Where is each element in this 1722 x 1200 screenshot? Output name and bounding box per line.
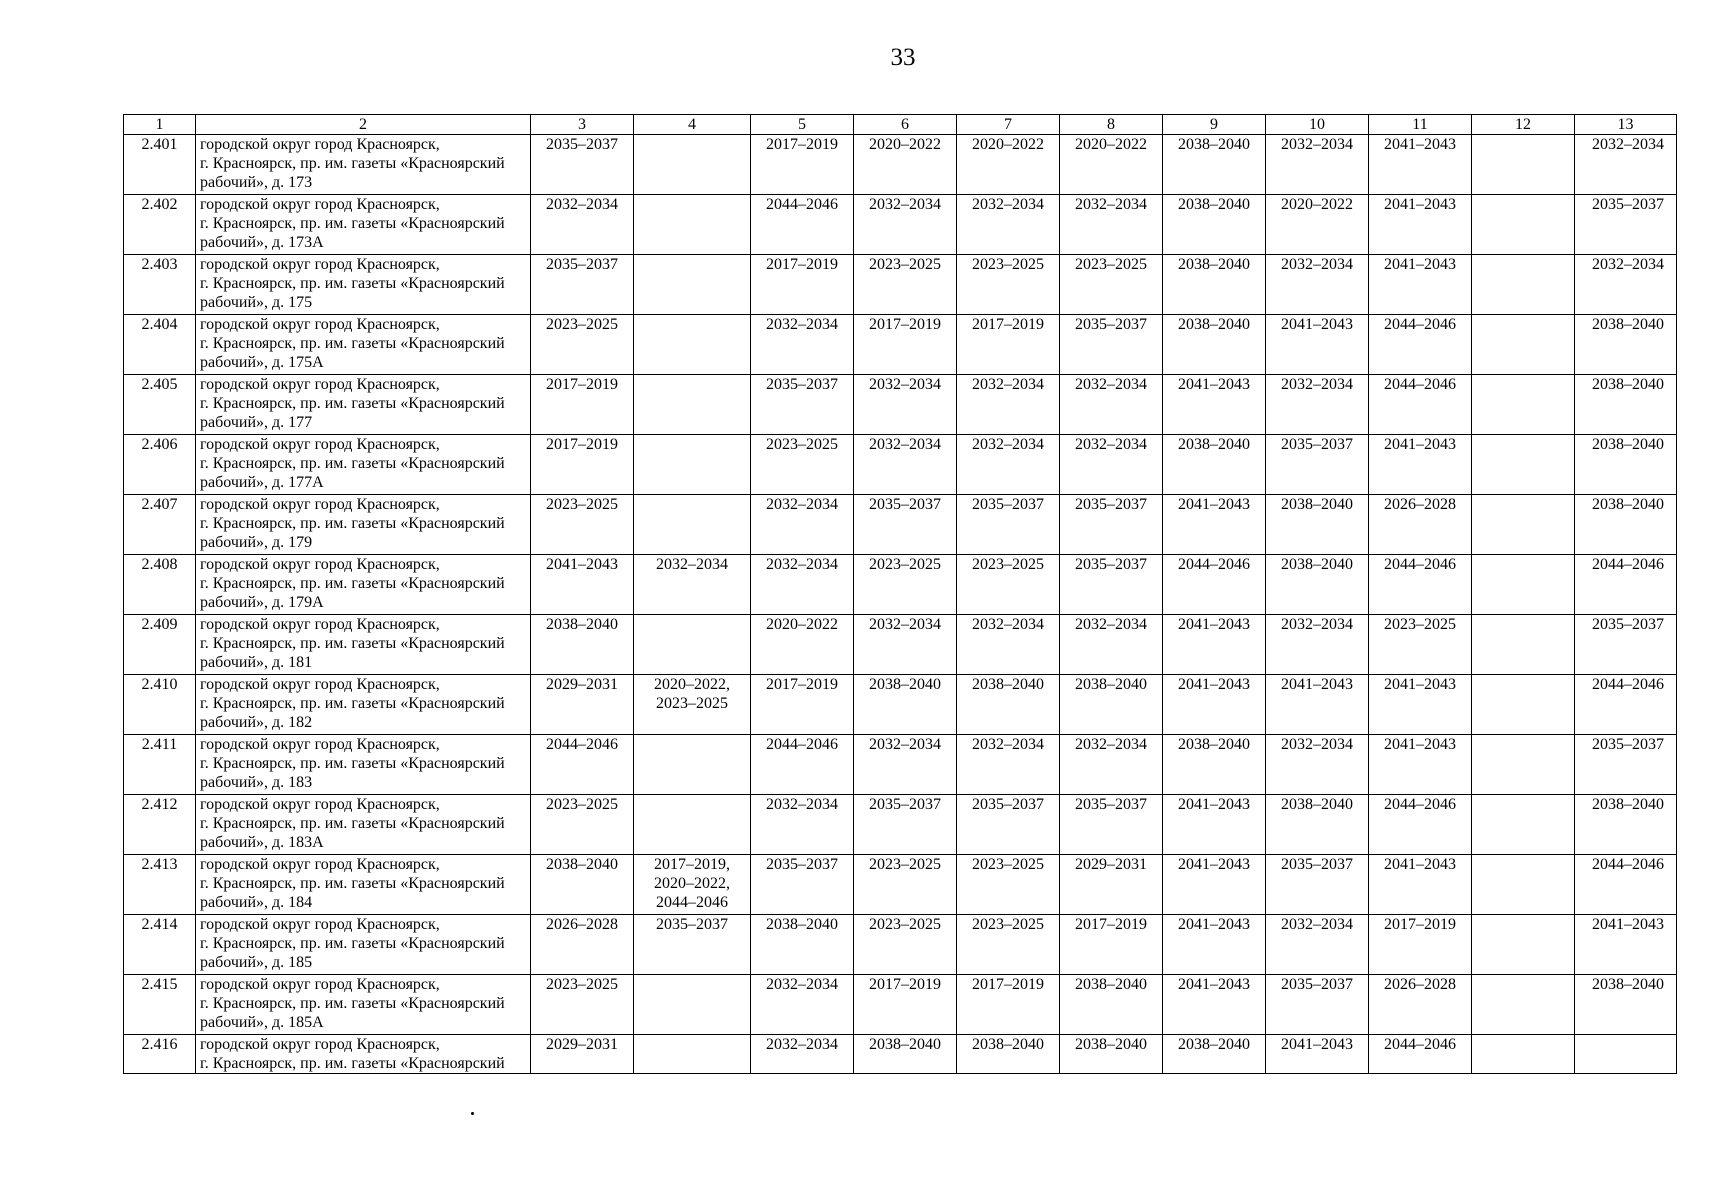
period-cell-col12	[1472, 1035, 1575, 1074]
address-cell	[196, 795, 531, 855]
address-line: городской округ город Красноярск,	[200, 616, 440, 633]
period-cell-col11: 2041–2043	[1369, 255, 1472, 315]
row-number-cell: 2.413	[124, 855, 196, 915]
address-line: рабочий», д. 177	[200, 414, 313, 431]
address-line: городской округ город Красноярск,	[200, 676, 440, 693]
address-line: рабочий», д. 183А	[200, 834, 324, 851]
column-header: 11	[1369, 115, 1472, 135]
period-cell-col5: 2023–2025	[751, 435, 854, 495]
address-line: городской округ город Красноярск,	[200, 1036, 440, 1053]
period-cell-col3: 2029–2031	[531, 675, 634, 735]
address-line: г. Красноярск, пр. им. газеты «Красноярский	[200, 515, 505, 532]
period-cell-col4	[634, 495, 751, 555]
address-line: рабочий», д. 185А	[200, 1014, 324, 1031]
period-cell-col11: 2044–2046	[1369, 795, 1472, 855]
period-cell-col9: 2038–2040	[1163, 315, 1266, 375]
column-header: 4	[634, 115, 751, 135]
period-cell-col7: 2017–2019	[957, 975, 1060, 1035]
row-number-cell: 2.416	[124, 1035, 196, 1074]
period-cell-col5: 2017–2019	[751, 255, 854, 315]
period-cell-col10: 2032–2034	[1266, 735, 1369, 795]
period-cell-col3: 2026–2028	[531, 915, 634, 975]
period-cell-col3: 2038–2040	[531, 855, 634, 915]
address-line: г. Красноярск, пр. им. газеты «Красноярский	[200, 995, 505, 1012]
period-cell-col10: 2041–2043	[1266, 1035, 1369, 1074]
address-line: городской округ город Красноярск,	[200, 316, 440, 333]
address-cell	[196, 135, 531, 195]
period-cell-col9: 2041–2043	[1163, 675, 1266, 735]
period-cell-col5: 2032–2034	[751, 315, 854, 375]
period-cell-col6: 2035–2037	[854, 795, 957, 855]
period-cell-col13: 2038–2040	[1575, 375, 1677, 435]
table-row	[124, 675, 1677, 735]
address-line: городской округ город Красноярск,	[200, 256, 440, 273]
period-cell-col3: 2023–2025	[531, 315, 634, 375]
period-cell-col5: 2017–2019	[751, 135, 854, 195]
period-cell-col10: 2041–2043	[1266, 315, 1369, 375]
address-line: городской округ город Красноярск,	[200, 496, 440, 513]
period-cell-col13	[1575, 1035, 1677, 1074]
period-cell-col8: 2035–2037	[1060, 555, 1163, 615]
address-cell	[196, 555, 531, 615]
address-line: г. Красноярск, пр. им. газеты «Красноярский	[200, 1055, 505, 1072]
period-cell-col3: 2032–2034	[531, 195, 634, 255]
row-number-cell: 2.402	[124, 195, 196, 255]
period-cell-col11: 2041–2043	[1369, 435, 1472, 495]
period-cell-col8: 2029–2031	[1060, 855, 1163, 915]
table-row	[124, 255, 1677, 315]
period-cell-col12	[1472, 195, 1575, 255]
period-cell-col6: 2035–2037	[854, 495, 957, 555]
address-line: рабочий», д. 183	[200, 774, 313, 791]
period-cell-col9: 2041–2043	[1163, 375, 1266, 435]
period-cell-col9: 2044–2046	[1163, 555, 1266, 615]
period-cell-col10: 2041–2043	[1266, 675, 1369, 735]
period-cell-col5: 2020–2022	[751, 615, 854, 675]
period-cell-col9: 2041–2043	[1163, 495, 1266, 555]
column-header: 1	[124, 115, 196, 135]
period-cell-col11: 2041–2043	[1369, 195, 1472, 255]
period-cell-col13: 2038–2040	[1575, 795, 1677, 855]
column-header: 12	[1472, 115, 1575, 135]
period-cell-col7: 2032–2034	[957, 195, 1060, 255]
address-cell	[196, 195, 531, 255]
period-cell-col13: 2038–2040	[1575, 435, 1677, 495]
period-cell-col12	[1472, 615, 1575, 675]
period-line: 2020–2022,	[654, 676, 730, 693]
period-cell-col6: 2038–2040	[854, 1035, 957, 1074]
table-row	[124, 855, 1677, 915]
period-cell-col12	[1472, 975, 1575, 1035]
address-cell	[196, 975, 531, 1035]
period-line: 2017–2019,	[654, 856, 730, 873]
row-number-cell: 2.415	[124, 975, 196, 1035]
period-cell-col12	[1472, 855, 1575, 915]
period-cell-col4	[634, 1035, 751, 1074]
stray-mark	[471, 1112, 474, 1115]
address-line: городской округ город Красноярск,	[200, 376, 440, 393]
period-cell-col10: 2035–2037	[1266, 855, 1369, 915]
period-cell-col8: 2017–2019	[1060, 915, 1163, 975]
address-cell	[196, 855, 531, 915]
address-line: рабочий», д. 177А	[200, 474, 324, 491]
period-cell-col8: 2032–2034	[1060, 735, 1163, 795]
address-line: г. Красноярск, пр. им. газеты «Красноярский	[200, 755, 505, 772]
period-cell-col10: 2038–2040	[1266, 795, 1369, 855]
period-cell-col12	[1472, 675, 1575, 735]
table-row	[124, 495, 1677, 555]
row-number-cell: 2.407	[124, 495, 196, 555]
period-cell-col6: 2032–2034	[854, 195, 957, 255]
period-cell-col7: 2023–2025	[957, 255, 1060, 315]
period-cell-col8: 2032–2034	[1060, 195, 1163, 255]
period-cell-col8: 2032–2034	[1060, 375, 1163, 435]
period-cell-col5: 2032–2034	[751, 1035, 854, 1074]
period-cell-col10: 2035–2037	[1266, 435, 1369, 495]
period-cell-col5: 2032–2034	[751, 975, 854, 1035]
period-cell-col13: 2041–2043	[1575, 915, 1677, 975]
period-cell-col6: 2038–2040	[854, 675, 957, 735]
period-cell-col11: 2041–2043	[1369, 135, 1472, 195]
address-cell	[196, 915, 531, 975]
period-cell-col12	[1472, 375, 1575, 435]
period-cell-col6: 2017–2019	[854, 315, 957, 375]
period-cell-col7: 2023–2025	[957, 555, 1060, 615]
address-cell	[196, 315, 531, 375]
period-cell-col11: 2026–2028	[1369, 975, 1472, 1035]
table-header-row	[124, 115, 1677, 135]
period-cell-col4	[634, 555, 751, 615]
period-cell-col3: 2017–2019	[531, 375, 634, 435]
address-line: рабочий», д. 179А	[200, 594, 324, 611]
period-cell-col7: 2020–2022	[957, 135, 1060, 195]
address-line: рабочий», д. 179	[200, 534, 313, 551]
address-line: г. Красноярск, пр. им. газеты «Красноярский	[200, 335, 505, 352]
period-cell-col10: 2032–2034	[1266, 915, 1369, 975]
address-line: рабочий», д. 173	[200, 174, 313, 191]
address-line: г. Красноярск, пр. им. газеты «Красноярский	[200, 575, 505, 592]
period-cell-col4	[634, 195, 751, 255]
period-cell-col10: 2032–2034	[1266, 135, 1369, 195]
period-cell-col13: 2035–2037	[1575, 735, 1677, 795]
period-cell-col12	[1472, 495, 1575, 555]
period-cell-col4	[634, 375, 751, 435]
period-cell-col7: 2017–2019	[957, 315, 1060, 375]
period-cell-col11: 2044–2046	[1369, 555, 1472, 615]
period-cell-col13: 2038–2040	[1575, 315, 1677, 375]
period-cell-col12	[1472, 735, 1575, 795]
period-cell-col4	[634, 615, 751, 675]
address-line: г. Красноярск, пр. им. газеты «Красноярский	[200, 875, 505, 892]
table-row	[124, 915, 1677, 975]
period-cell-col9: 2038–2040	[1163, 1035, 1266, 1074]
period-cell-col9: 2038–2040	[1163, 195, 1266, 255]
address-line: г. Красноярск, пр. им. газеты «Красноярский	[200, 935, 505, 952]
period-cell-col6: 2020–2022	[854, 135, 957, 195]
table-row	[124, 615, 1677, 675]
period-cell-col8: 2020–2022	[1060, 135, 1163, 195]
period-line: 2020–2022,	[654, 875, 730, 892]
table-row	[124, 135, 1677, 195]
period-cell-col9: 2041–2043	[1163, 975, 1266, 1035]
period-cell-col13: 2044–2046	[1575, 675, 1677, 735]
period-cell-col10: 2038–2040	[1266, 555, 1369, 615]
period-cell-col11: 2017–2019	[1369, 915, 1472, 975]
period-cell-col11: 2044–2046	[1369, 315, 1472, 375]
page-number: 33	[890, 44, 916, 71]
address-cell	[196, 735, 531, 795]
period-cell-col8: 2038–2040	[1060, 1035, 1163, 1074]
period-cell-col7: 2032–2034	[957, 435, 1060, 495]
period-cell-col7: 2032–2034	[957, 735, 1060, 795]
period-line: 2023–2025	[656, 695, 728, 712]
period-cell-col9: 2038–2040	[1163, 735, 1266, 795]
address-cell	[196, 675, 531, 735]
period-cell-col8: 2035–2037	[1060, 495, 1163, 555]
table-row	[124, 375, 1677, 435]
period-cell-col8: 2035–2037	[1060, 315, 1163, 375]
period-cell-col11: 2041–2043	[1369, 735, 1472, 795]
period-cell-col6: 2023–2025	[854, 855, 957, 915]
period-cell-col4	[634, 255, 751, 315]
period-line: 2035–2037	[656, 916, 728, 933]
period-cell-col9: 2038–2040	[1163, 435, 1266, 495]
row-number-cell: 2.412	[124, 795, 196, 855]
period-cell-col9: 2041–2043	[1163, 855, 1266, 915]
column-header: 3	[531, 115, 634, 135]
period-cell-col5: 2032–2034	[751, 495, 854, 555]
period-cell-col4	[634, 135, 751, 195]
row-number-cell: 2.403	[124, 255, 196, 315]
address-line: рабочий», д. 185	[200, 954, 313, 971]
period-cell-col6: 2032–2034	[854, 735, 957, 795]
row-number-cell: 2.409	[124, 615, 196, 675]
column-header: 10	[1266, 115, 1369, 135]
row-number-cell: 2.410	[124, 675, 196, 735]
period-cell-col3: 2041–2043	[531, 555, 634, 615]
period-cell-col5: 2044–2046	[751, 735, 854, 795]
table-row	[124, 795, 1677, 855]
table-row	[124, 1035, 1677, 1074]
address-cell	[196, 615, 531, 675]
period-cell-col12	[1472, 435, 1575, 495]
address-line: городской округ город Красноярск,	[200, 916, 440, 933]
period-cell-col8: 2032–2034	[1060, 435, 1163, 495]
address-cell	[196, 495, 531, 555]
period-cell-col13: 2038–2040	[1575, 495, 1677, 555]
period-cell-col6: 2017–2019	[854, 975, 957, 1035]
period-cell-col13: 2038–2040	[1575, 975, 1677, 1035]
period-cell-col12	[1472, 135, 1575, 195]
period-cell-col7: 2035–2037	[957, 495, 1060, 555]
period-cell-col6: 2032–2034	[854, 375, 957, 435]
period-cell-col4	[634, 735, 751, 795]
period-cell-col11: 2023–2025	[1369, 615, 1472, 675]
address-line: рабочий», д. 182	[200, 714, 313, 731]
address-cell	[196, 1035, 531, 1074]
period-cell-col13: 2035–2037	[1575, 195, 1677, 255]
period-cell-col11: 2041–2043	[1369, 855, 1472, 915]
period-cell-col5: 2017–2019	[751, 675, 854, 735]
address-line: г. Красноярск, пр. им. газеты «Красноярский	[200, 215, 505, 232]
address-cell	[196, 255, 531, 315]
period-cell-col4	[634, 435, 751, 495]
period-cell-col3: 2038–2040	[531, 615, 634, 675]
address-line: городской округ город Красноярск,	[200, 856, 440, 873]
row-number-cell: 2.401	[124, 135, 196, 195]
address-line: городской округ город Красноярск,	[200, 136, 440, 153]
period-cell-col8: 2032–2034	[1060, 615, 1163, 675]
period-cell-col9: 2041–2043	[1163, 915, 1266, 975]
address-line: г. Красноярск, пр. им. газеты «Красноярский	[200, 155, 505, 172]
period-cell-col12	[1472, 795, 1575, 855]
period-cell-col8: 2038–2040	[1060, 975, 1163, 1035]
period-cell-col8: 2035–2037	[1060, 795, 1163, 855]
address-line: городской округ город Красноярск,	[200, 436, 440, 453]
period-cell-col3: 2023–2025	[531, 795, 634, 855]
address-line: г. Красноярск, пр. им. газеты «Красноярский	[200, 695, 505, 712]
address-line: рабочий», д. 175А	[200, 354, 324, 371]
period-cell-col4	[634, 975, 751, 1035]
period-cell-col11: 2041–2043	[1369, 675, 1472, 735]
period-cell-col13: 2044–2046	[1575, 555, 1677, 615]
table-row	[124, 315, 1677, 375]
period-cell-col7: 2023–2025	[957, 915, 1060, 975]
row-number-cell: 2.406	[124, 435, 196, 495]
period-cell-col3: 2044–2046	[531, 735, 634, 795]
period-cell-col11: 2044–2046	[1369, 1035, 1472, 1074]
period-cell-col6: 2023–2025	[854, 555, 957, 615]
period-line: 2044–2046	[656, 894, 728, 911]
period-cell-col3: 2023–2025	[531, 495, 634, 555]
column-header: 13	[1575, 115, 1677, 135]
period-cell-col12	[1472, 555, 1575, 615]
period-cell-col9: 2041–2043	[1163, 795, 1266, 855]
period-cell-col12	[1472, 315, 1575, 375]
period-cell-col4	[634, 675, 751, 735]
period-cell-col8: 2038–2040	[1060, 675, 1163, 735]
period-cell-col7: 2035–2037	[957, 795, 1060, 855]
period-cell-col4	[634, 915, 751, 975]
period-cell-col7: 2038–2040	[957, 675, 1060, 735]
address-line: городской округ город Красноярск,	[200, 556, 440, 573]
table-row	[124, 975, 1677, 1035]
column-header: 8	[1060, 115, 1163, 135]
address-cell	[196, 375, 531, 435]
row-number-cell: 2.404	[124, 315, 196, 375]
period-cell-col3: 2035–2037	[531, 255, 634, 315]
period-cell-col4	[634, 795, 751, 855]
table-row	[124, 435, 1677, 495]
address-line: г. Красноярск, пр. им. газеты «Красноярский	[200, 455, 505, 472]
period-cell-col13: 2032–2034	[1575, 135, 1677, 195]
address-line: городской округ город Красноярск,	[200, 796, 440, 813]
address-line: городской округ город Красноярск,	[200, 736, 440, 753]
period-cell-col7: 2038–2040	[957, 1035, 1060, 1074]
period-cell-col3: 2035–2037	[531, 135, 634, 195]
period-cell-col9: 2041–2043	[1163, 615, 1266, 675]
row-number-cell: 2.411	[124, 735, 196, 795]
period-cell-col10: 2032–2034	[1266, 375, 1369, 435]
period-cell-col5: 2044–2046	[751, 195, 854, 255]
column-header: 9	[1163, 115, 1266, 135]
period-cell-col3: 2023–2025	[531, 975, 634, 1035]
period-cell-col7: 2023–2025	[957, 855, 1060, 915]
address-line: городской округ город Красноярск,	[200, 196, 440, 213]
period-cell-col7: 2032–2034	[957, 615, 1060, 675]
period-cell-col10: 2035–2037	[1266, 975, 1369, 1035]
period-cell-col6: 2032–2034	[854, 435, 957, 495]
period-cell-col8: 2023–2025	[1060, 255, 1163, 315]
period-line: 2032–2034	[656, 556, 728, 573]
period-cell-col10: 2020–2022	[1266, 195, 1369, 255]
period-cell-col12	[1472, 915, 1575, 975]
period-cell-col9: 2038–2040	[1163, 255, 1266, 315]
address-line: г. Красноярск, пр. им. газеты «Красноярский	[200, 635, 505, 652]
column-header: 5	[751, 115, 854, 135]
period-cell-col10: 2038–2040	[1266, 495, 1369, 555]
period-cell-col12	[1472, 255, 1575, 315]
period-cell-col6: 2032–2034	[854, 615, 957, 675]
address-line: рабочий», д. 175	[200, 294, 313, 311]
schedule-table	[123, 114, 1677, 1074]
period-cell-col13: 2035–2037	[1575, 615, 1677, 675]
period-cell-col5: 2032–2034	[751, 795, 854, 855]
period-cell-col13: 2044–2046	[1575, 855, 1677, 915]
address-cell	[196, 435, 531, 495]
period-cell-col10: 2032–2034	[1266, 255, 1369, 315]
period-cell-col13: 2032–2034	[1575, 255, 1677, 315]
period-cell-col9: 2038–2040	[1163, 135, 1266, 195]
row-number-cell: 2.408	[124, 555, 196, 615]
table-row	[124, 555, 1677, 615]
period-cell-col5: 2035–2037	[751, 855, 854, 915]
table-body	[124, 135, 1677, 1074]
address-line: рабочий», д. 173А	[200, 234, 324, 251]
address-line: г. Красноярск, пр. им. газеты «Красноярский	[200, 815, 505, 832]
period-cell-col11: 2026–2028	[1369, 495, 1472, 555]
address-line: городской округ город Красноярск,	[200, 976, 440, 993]
column-header: 6	[854, 115, 957, 135]
address-line: г. Красноярск, пр. им. газеты «Красноярский	[200, 395, 505, 412]
period-cell-col4	[634, 315, 751, 375]
period-cell-col11: 2044–2046	[1369, 375, 1472, 435]
period-cell-col10: 2032–2034	[1266, 615, 1369, 675]
period-cell-col4	[634, 855, 751, 915]
period-cell-col5: 2038–2040	[751, 915, 854, 975]
period-cell-col5: 2032–2034	[751, 555, 854, 615]
address-line: рабочий», д. 181	[200, 654, 313, 671]
column-header: 2	[196, 115, 531, 135]
period-cell-col3: 2029–2031	[531, 1035, 634, 1074]
row-number-cell: 2.405	[124, 375, 196, 435]
period-cell-col3: 2017–2019	[531, 435, 634, 495]
row-number-cell: 2.414	[124, 915, 196, 975]
period-cell-col6: 2023–2025	[854, 915, 957, 975]
column-header: 7	[957, 115, 1060, 135]
address-line: рабочий», д. 184	[200, 894, 313, 911]
period-cell-col6: 2023–2025	[854, 255, 957, 315]
period-cell-col5: 2035–2037	[751, 375, 854, 435]
period-cell-col7: 2032–2034	[957, 375, 1060, 435]
table-row	[124, 195, 1677, 255]
address-line: г. Красноярск, пр. им. газеты «Красноярский	[200, 275, 505, 292]
table-row	[124, 735, 1677, 795]
